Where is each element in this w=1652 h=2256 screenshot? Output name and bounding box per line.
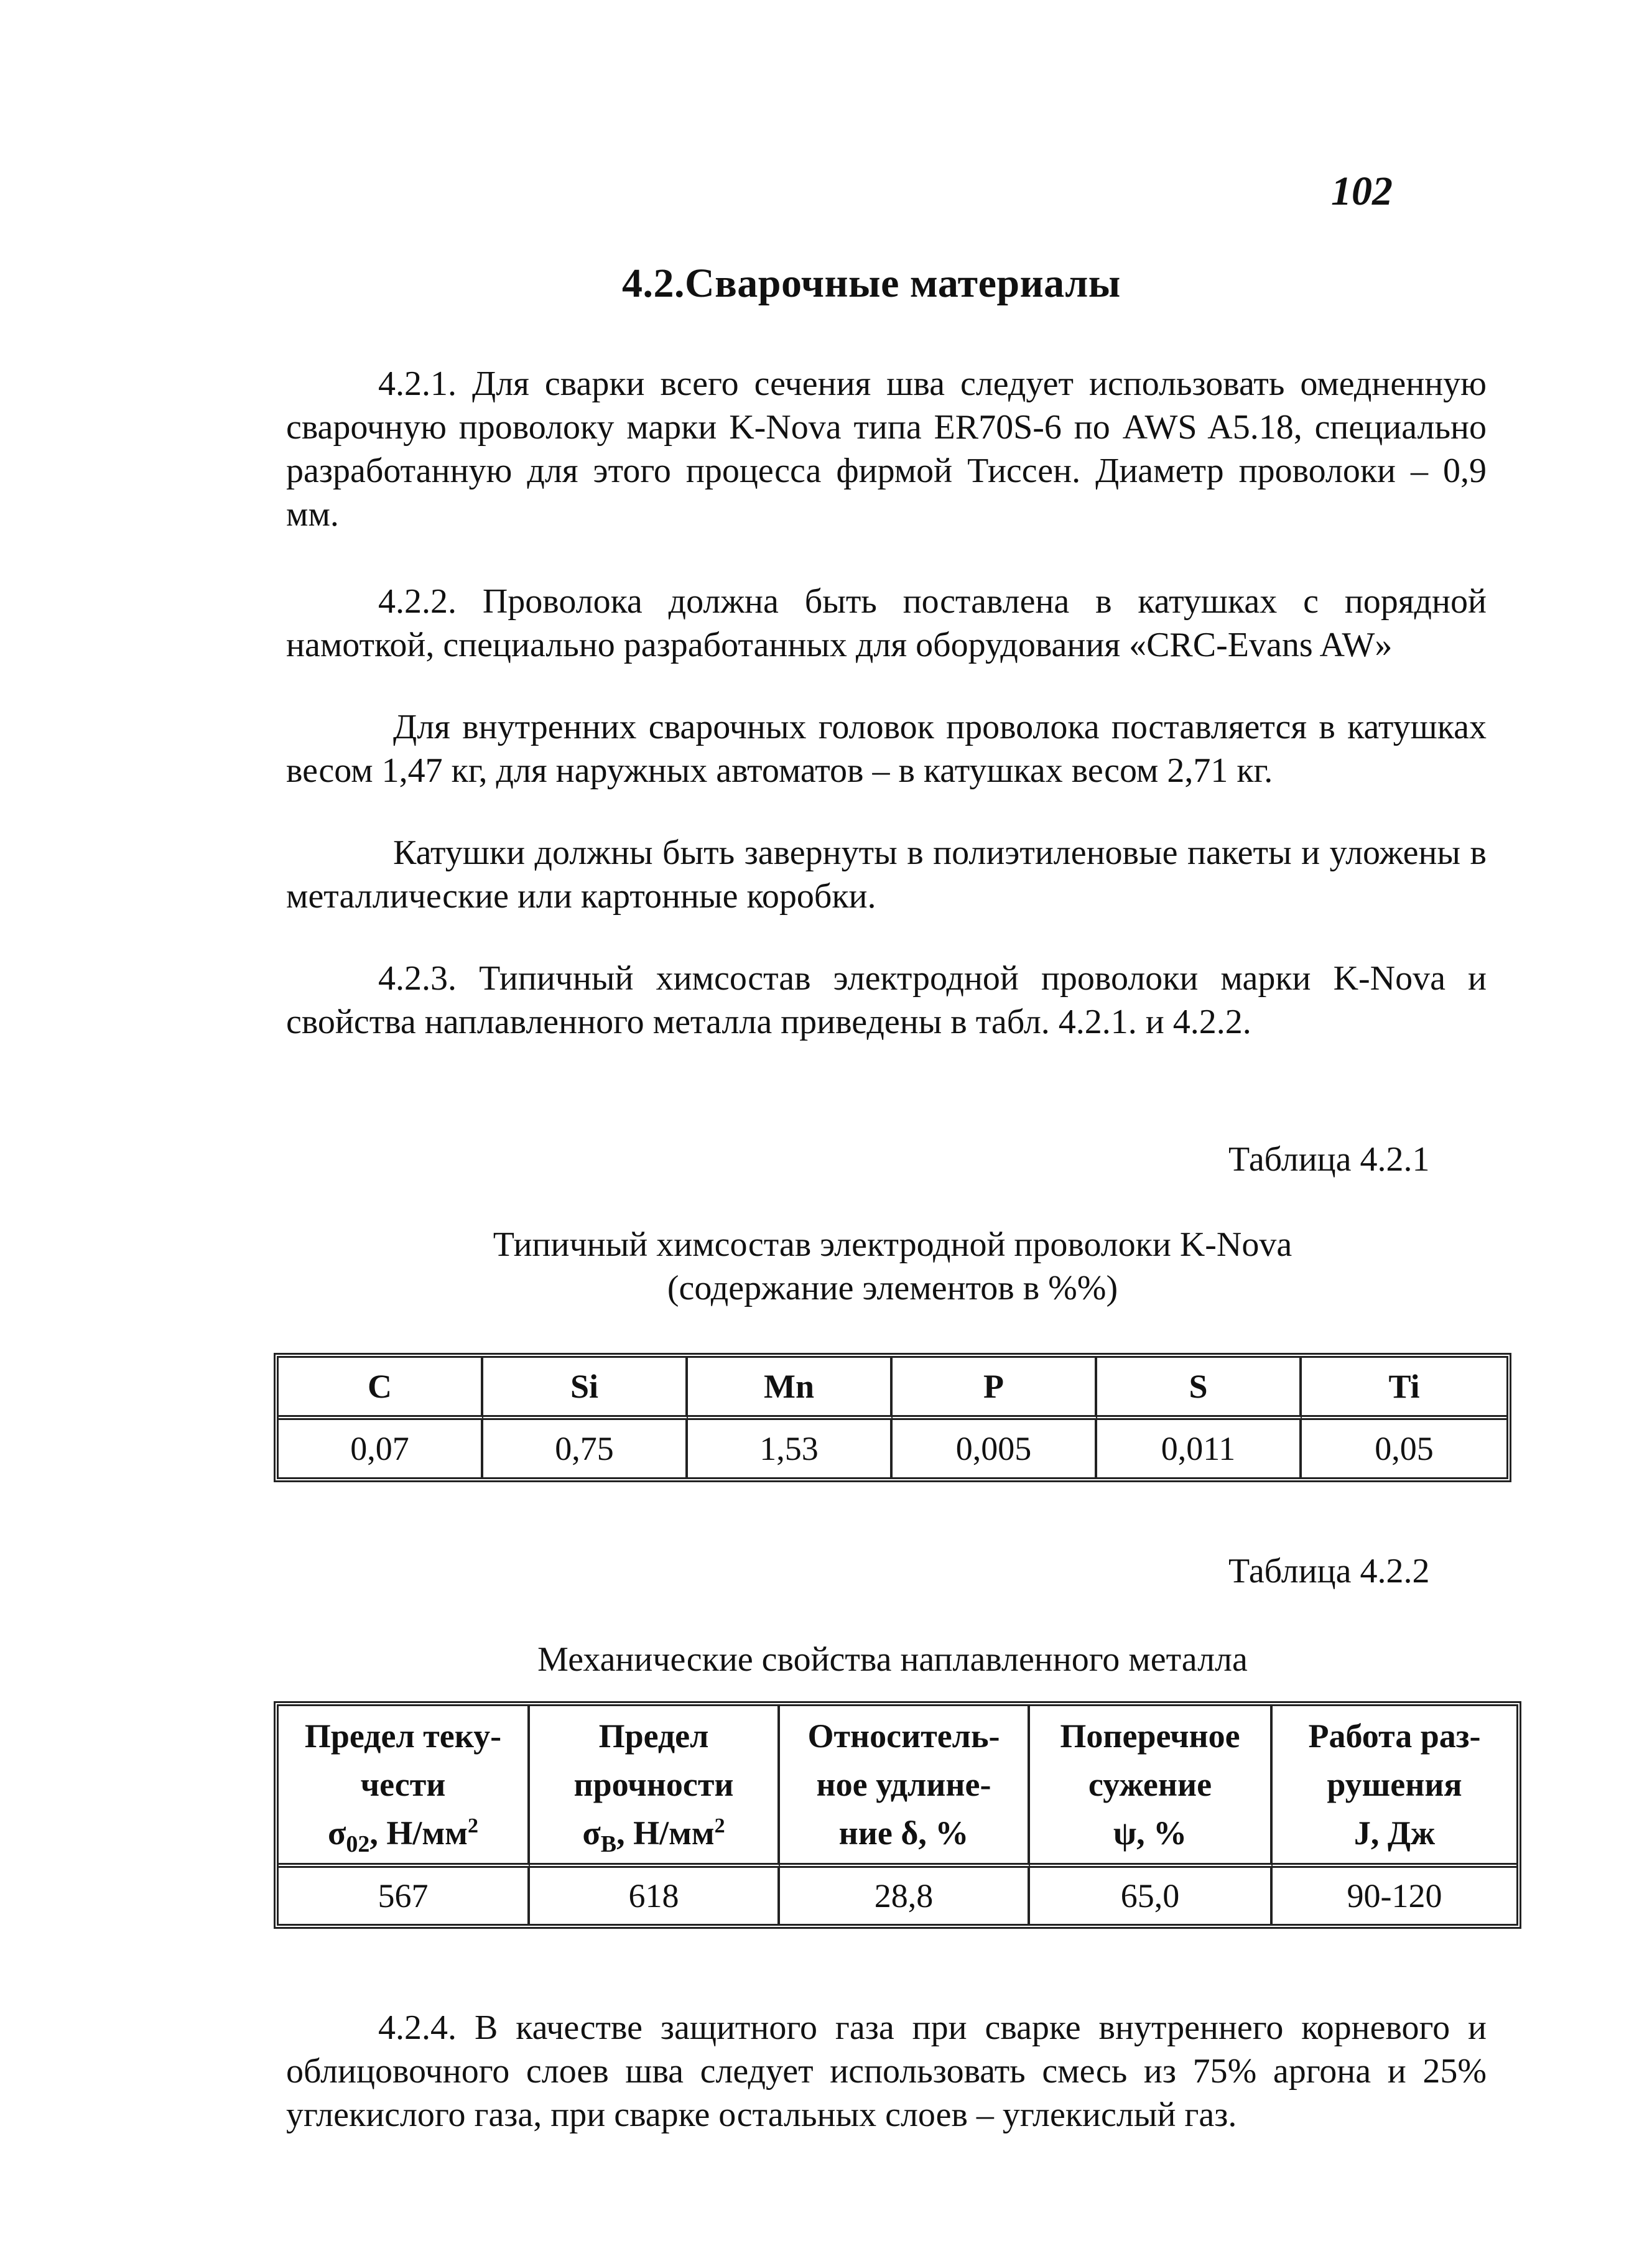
mechanical-properties-table <box>274 1701 1521 1929</box>
header-mn: Mn <box>688 1358 893 1420</box>
header-si: Si <box>483 1358 688 1420</box>
header-yield-strength: Предел теку- чести $\sigma_{02}$, $Н/мм^2$ <box>279 1706 530 1868</box>
value-reduction-of-area: 65,0 <box>1030 1868 1273 1924</box>
paragraph-4-2-4: 4.2.4. В качестве защитного газа при сварке внутреннего корневого и облицовочного слоев шва следует использовать смесь из 75% аргона и 25% углекислого газа, при сварке остальных слоев – углекислый газ. <box>286 2008 1487 2134</box>
header-p: P <box>893 1358 1097 1420</box>
header-ti: Ti <box>1302 1358 1506 1420</box>
table-4-2-1-caption-line2: (содержание элементов в %%) <box>667 1269 1118 1307</box>
section-title: 4.2.Сварочные материалы <box>622 261 1121 306</box>
value-c: 0,07 <box>279 1420 483 1477</box>
table-header-row <box>279 1706 1516 1868</box>
paragraph-4-2-1: 4.2.1. Для сварки всего сечения шва следует использовать омедненную сварочную проволоку марки K-Nova типа ER70S-6 по AWS A5.18, специально разработанную для этого процесса фирмой Тиссен. Диаметр проволоки – 0,9 мм. <box>286 364 1487 534</box>
value-tensile-strength: 618 <box>530 1868 780 1924</box>
table-row <box>279 1420 1506 1477</box>
header-s: S <box>1097 1358 1302 1420</box>
table-4-2-2-caption: Механические свойства наплавленного металла <box>537 1640 1248 1679</box>
paragraph-packaging: Катушки должны быть завернуты в полиэтиленовые пакеты и уложены в металлические или картонные коробки. <box>286 833 1487 916</box>
table-4-2-1-caption <box>274 1223 1511 1310</box>
value-elongation: 28,8 <box>780 1868 1030 1924</box>
table-4-2-1-label: Таблица 4.2.1 <box>1228 1140 1430 1179</box>
value-s: 0,011 <box>1097 1420 1302 1477</box>
value-yield-strength: 567 <box>279 1868 530 1924</box>
chemical-composition-table <box>274 1353 1511 1482</box>
paragraph-4-2-2: 4.2.2. Проволока должна быть поставлена в катушках с порядной намоткой, специально разработанных для оборудования «CRC-Evans AW» <box>286 582 1487 664</box>
table-4-2-1-caption-line1: Типичный химсостав электродной проволоки K-Nova <box>493 1225 1292 1264</box>
page-number: 102 <box>1331 169 1393 214</box>
paragraph-4-2-3: 4.2.3. Типичный химсостав электродной проволоки марки K-Nova и свойства наплавленного металла приведены в табл. 4.2.1. и 4.2.2. <box>286 959 1487 1041</box>
header-impact-energy: Работа раз- рушения J, Дж <box>1273 1706 1516 1868</box>
table-row <box>279 1868 1516 1924</box>
header-reduction-of-area: Поперечное сужение ψ, % <box>1030 1706 1273 1868</box>
paragraph-spool-weights: Для внутренних сварочных головок проволока поставляется в катушках весом 1,47 кг, для наружных автоматов – в катушках весом 2,71 кг. <box>286 708 1487 790</box>
value-ti: 0,05 <box>1375 1430 1434 1467</box>
value-si: 0,75 <box>483 1420 688 1477</box>
value-impact-energy: 90-120 <box>1347 1877 1442 1915</box>
header-c: C <box>279 1358 483 1420</box>
header-elongation: Относитель- ное удлине- ние δ, % <box>780 1706 1030 1868</box>
header-tensile-strength: Предел прочности $\sigma_В$, $Н/мм^2$ <box>530 1706 780 1868</box>
table-header-row <box>279 1358 1506 1420</box>
table-4-2-2-label: Таблица 4.2.2 <box>1228 1552 1430 1590</box>
value-mn: 1,53 <box>688 1420 893 1477</box>
value-p: 0,005 <box>893 1420 1097 1477</box>
